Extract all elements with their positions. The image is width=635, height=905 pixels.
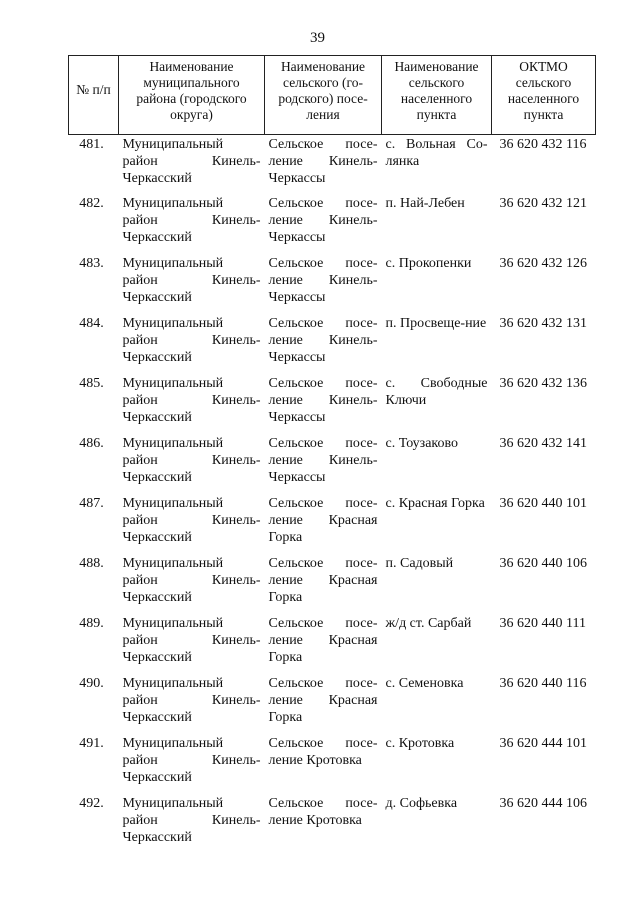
cell-number: 490.	[79, 675, 104, 691]
cell-district: Муниципальный район Кинель-Черкасский	[122, 315, 261, 365]
cell-district: Муниципальный район Кинель-Черкасский	[122, 375, 261, 425]
cell-district: Муниципальный район Кинель-Черкасский	[122, 195, 261, 245]
cell-district: Муниципальный район Кинель-Черкасский	[122, 735, 261, 785]
table-row	[69, 555, 596, 615]
table-row	[69, 795, 596, 855]
cell-locality: с. Кротовка	[385, 735, 455, 751]
cell-district: Муниципальный район Кинель-Черкасский	[122, 435, 261, 485]
cell-settlement: Сельское посе-ление Красная Горка	[268, 615, 378, 665]
cell-number: 487.	[79, 495, 104, 511]
table-row	[69, 495, 596, 555]
cell-locality: п. Садовый	[385, 555, 454, 571]
cell-oktmo: 36 620 440 116	[499, 675, 587, 691]
cell-locality: п. Най-Лебен	[385, 195, 465, 211]
cell-settlement: Сельское посе-ление Кинель-Черкассы	[268, 375, 378, 425]
cell-settlement: Сельское посе-ление Кротовка	[268, 735, 378, 768]
cell-locality: с. Семеновка	[385, 675, 464, 691]
table-row	[69, 675, 596, 735]
table-row	[69, 435, 596, 495]
cell-oktmo: 36 620 432 116	[499, 137, 587, 152]
cell-district: Муниципальный район Кинель-Черкасский	[122, 255, 261, 305]
table-row	[69, 135, 596, 195]
cell-number: 486.	[79, 435, 104, 451]
cell-settlement: Сельское посе-ление Красная Горка	[268, 675, 378, 725]
cell-locality: с. Прокопенки	[385, 255, 472, 271]
cell-locality: с. Красная Горка	[385, 495, 485, 511]
cell-settlement: Сельское посе-ление Кинель-Черкассы	[268, 255, 378, 305]
header-district: Наименование муниципального района (городского округа)	[119, 56, 265, 135]
cell-oktmo: 36 620 432 141	[499, 435, 587, 451]
cell-oktmo: 36 620 440 111	[499, 615, 586, 631]
cell-settlement: Сельское посе-ление Кротовка	[268, 795, 378, 828]
cell-number: 484.	[79, 315, 104, 331]
cell-number: 481.	[79, 137, 104, 152]
cell-oktmo: 36 620 432 126	[499, 255, 587, 271]
cell-locality: с. Вольная Со-лянка	[385, 137, 488, 169]
header-number: № п/п	[69, 56, 119, 135]
cell-oktmo: 36 620 444 101	[499, 735, 587, 751]
cell-oktmo: 36 620 444 106	[499, 795, 587, 811]
table-row	[69, 315, 596, 375]
cell-number: 491.	[79, 735, 104, 751]
header-locality: Наименование сельского населенного пункта	[382, 56, 492, 135]
cell-oktmo: 36 620 440 106	[499, 555, 587, 571]
header-oktmo: ОКТМО сельского населенного пункта	[492, 56, 596, 135]
table-header-row	[69, 56, 596, 135]
cell-locality: с. Свободные Ключи	[385, 375, 488, 408]
cell-oktmo: 36 620 440 101	[499, 495, 587, 511]
cell-settlement: Сельское посе-ление Кинель-Черкассы	[268, 435, 378, 485]
cell-number: 485.	[79, 375, 104, 391]
table-row	[69, 255, 596, 315]
cell-district: Муниципальный район Кинель-Черкасский	[122, 615, 261, 665]
cell-locality: с. Тоузаково	[385, 435, 459, 451]
cell-number: 482.	[79, 195, 104, 211]
header-settlement: Наименование сельского (го-родского) посе-ления	[265, 56, 382, 135]
cell-number: 492.	[79, 795, 104, 811]
table-row	[69, 195, 596, 255]
settlements-table	[68, 55, 596, 855]
cell-oktmo: 36 620 432 121	[499, 195, 587, 211]
cell-district: Муниципальный район Кинель-Черкасский	[122, 555, 261, 605]
page-number: 39	[310, 30, 325, 46]
cell-district: Муниципальный район Кинель-Черкасский	[122, 675, 261, 725]
cell-number: 483.	[79, 255, 104, 271]
cell-number: 489.	[79, 615, 104, 631]
cell-oktmo: 36 620 432 136	[499, 375, 587, 391]
cell-settlement: Сельское посе-ление Кинель-Черкассы	[268, 137, 378, 186]
cell-district: Муниципальный район Кинель-Черкасский	[122, 137, 261, 186]
table-row	[69, 735, 596, 795]
cell-locality: ж/д ст. Сарбай	[385, 615, 472, 631]
cell-locality: п. Просвеще-ние	[385, 315, 487, 331]
cell-number: 488.	[79, 555, 104, 571]
cell-district: Муниципальный район Кинель-Черкасский	[122, 495, 261, 545]
cell-settlement: Сельское посе-ление Красная Горка	[268, 555, 378, 605]
cell-district: Муниципальный район Кинель-Черкасский	[122, 795, 261, 845]
cell-settlement: Сельское посе-ление Красная Горка	[268, 495, 378, 545]
cell-oktmo: 36 620 432 131	[499, 315, 587, 331]
table-row	[69, 615, 596, 675]
cell-settlement: Сельское посе-ление Кинель-Черкассы	[268, 315, 378, 365]
cell-settlement: Сельское посе-ление Кинель-Черкассы	[268, 195, 378, 245]
cell-locality: д. Софьевка	[385, 795, 458, 811]
table-row	[69, 375, 596, 435]
